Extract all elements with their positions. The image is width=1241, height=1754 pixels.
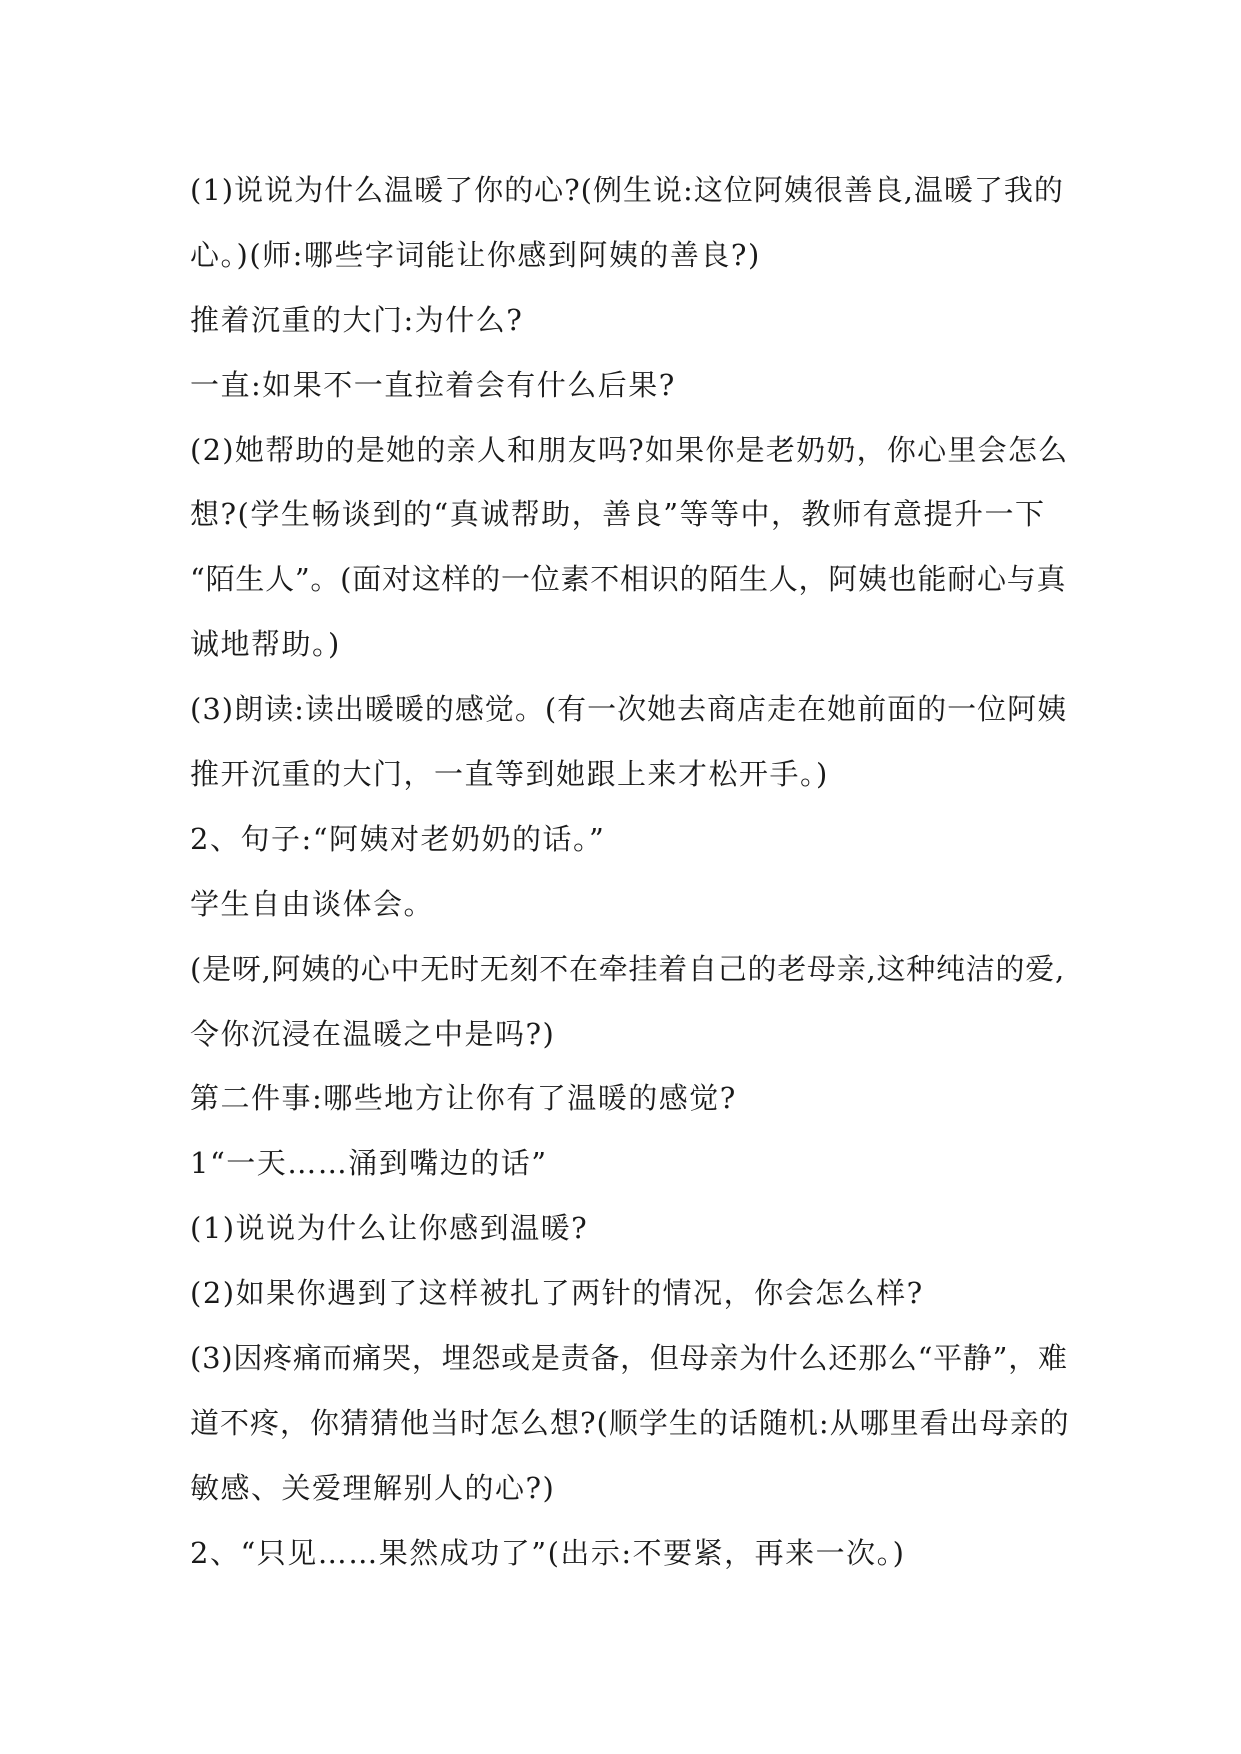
text-line: 心。)(师:哪些字词能让你感到阿姨的善良?) [190, 237, 761, 272]
text-line: 第二件事:哪些地方让你有了温暖的感觉? [190, 1081, 737, 1116]
text-line: (2)如果你遇到了这样被扎了两针的情况，你会怎么样? [190, 1276, 924, 1311]
text-line: 2、句子:“阿姨对老奶奶的话。” [190, 821, 606, 856]
text-line: (1)说说为什么温暖了你的心?(例生说:这位阿姨很善良,温暖了我的 [190, 173, 1064, 207]
text-line: 1“一天……涌到嘴边的话” [190, 1146, 548, 1181]
text-line: 推开沉重的大门，一直等到她跟上来才松开手。) [190, 757, 829, 792]
text-line: 2、“只见……果然成功了”(出示:不要紧，再来一次。) [190, 1535, 906, 1570]
text-line: 想?(学生畅谈到的“真诚帮助，善良”等等中，教师有意提升一下 [190, 497, 1046, 532]
document-body [190, 158, 1070, 1586]
text-line: (3)因疼痛而痛哭，埋怨或是责备，但母亲为什么还那么“平静”，难 [190, 1341, 1068, 1376]
text-line: (1)说说为什么让你感到温暖? [190, 1211, 589, 1246]
text-line: (3)朗读:读出暖暖的感觉。(有一次她去商店走在她前面的一位阿姨 [190, 692, 1068, 727]
text-line: (2)她帮助的是她的亲人和朋友吗?如果你是老奶奶，你心里会怎么 [190, 432, 1069, 467]
text-line: 学生自由谈体会。 [190, 886, 435, 921]
text-line: “陌生人”。(面对这样的一位素不相识的陌生人，阿姨也能耐心与真 [190, 562, 1067, 597]
text-line: (是呀,阿姨的心中无时无刻不在牵挂着自己的老母亲,这种纯洁的爱, [190, 951, 1065, 986]
text-line: 一直:如果不一直拉着会有什么后果? [190, 367, 676, 402]
text-line: 道不疼，你猜猜他当时怎么想?(顺学生的话随机:从哪里看出母亲的 [190, 1405, 1070, 1440]
text-line: 推着沉重的大门:为什么? [190, 302, 524, 337]
text-line: 令你沉浸在温暖之中是吗?) [190, 1016, 556, 1051]
text-line: 诚地帮助。) [190, 627, 341, 662]
text-line: 敏感、关爱理解别人的心?) [190, 1470, 556, 1505]
